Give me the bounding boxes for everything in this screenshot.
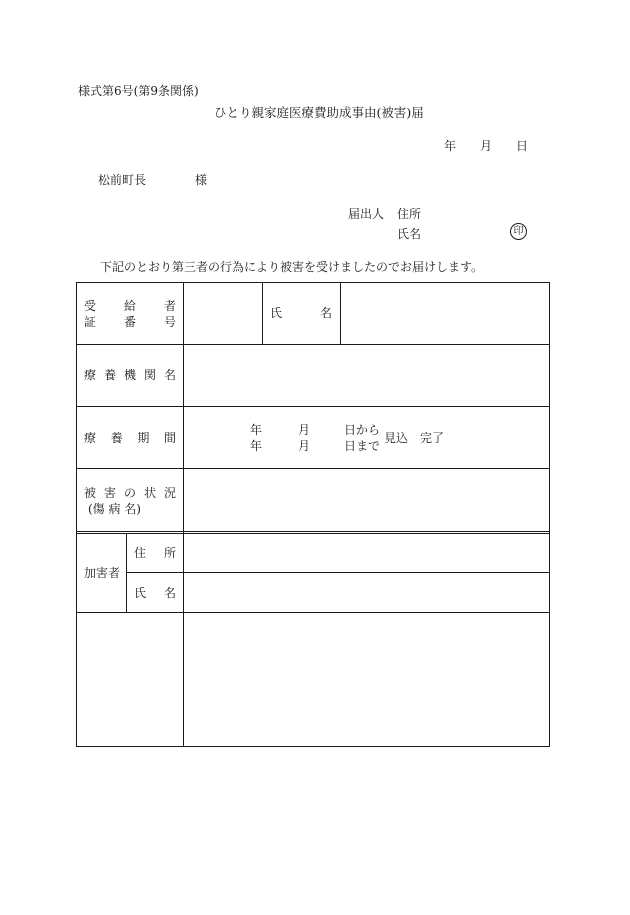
perpetrator-label: 加害者 xyxy=(84,566,121,580)
addressee-name: 松前町長 xyxy=(98,173,147,187)
treatment-period-label: 療 養 期 間 xyxy=(84,431,176,445)
period-end-year: 年 xyxy=(250,439,263,453)
form-number: 様式第6号(第9条関係) xyxy=(78,84,199,98)
period-start-year: 年 xyxy=(250,423,263,437)
period-to-label: 日まで xyxy=(344,439,381,453)
name-field[interactable] xyxy=(343,285,547,342)
name-label: 氏 名 xyxy=(270,306,332,320)
perpetrator-address-label: 住 所 xyxy=(134,546,176,560)
period-start-month: 月 xyxy=(298,423,311,437)
period-from-label: 日から xyxy=(344,423,381,437)
period-end-month: 月 xyxy=(298,439,311,453)
medical-institution-label: 療 養 機 関 名 xyxy=(84,368,176,382)
intro-text: 下記のとおり第三者の行為により被害を受けましたのでお届けします。 xyxy=(100,260,484,274)
addressee-honorific: 様 xyxy=(195,173,208,187)
injury-name-label: (傷 病 名) xyxy=(88,502,141,516)
applicant-label: 届出人 xyxy=(348,207,385,221)
perpetrator-name-field[interactable] xyxy=(186,575,547,610)
applicant-name-label: 氏名 xyxy=(397,227,422,241)
date-day-label: 日 xyxy=(516,139,529,153)
perpetrator-address-field[interactable] xyxy=(186,536,547,570)
form-title: ひとり親家庭医療費助成事由(被害)届 xyxy=(214,105,424,120)
seal-icon: 印 xyxy=(510,223,527,240)
damage-status-field[interactable] xyxy=(186,471,547,529)
date-month-label: 月 xyxy=(480,139,493,153)
prospect-option[interactable]: 見込 xyxy=(384,431,409,445)
notes-field[interactable] xyxy=(186,615,547,744)
date-year-label: 年 xyxy=(444,139,457,153)
damage-status-label: 被 害 の 状 況 xyxy=(84,486,176,500)
medical-institution-field[interactable] xyxy=(186,347,547,404)
perpetrator-name-label: 氏 名 xyxy=(134,586,176,600)
recipient-label-bottom: 証 番 号 xyxy=(84,315,176,329)
complete-option[interactable]: 完了 xyxy=(420,431,445,445)
applicant-address-label: 住所 xyxy=(397,207,422,221)
recipient-number-field[interactable] xyxy=(186,285,260,342)
recipient-label-top: 受 給 者 xyxy=(84,299,176,313)
